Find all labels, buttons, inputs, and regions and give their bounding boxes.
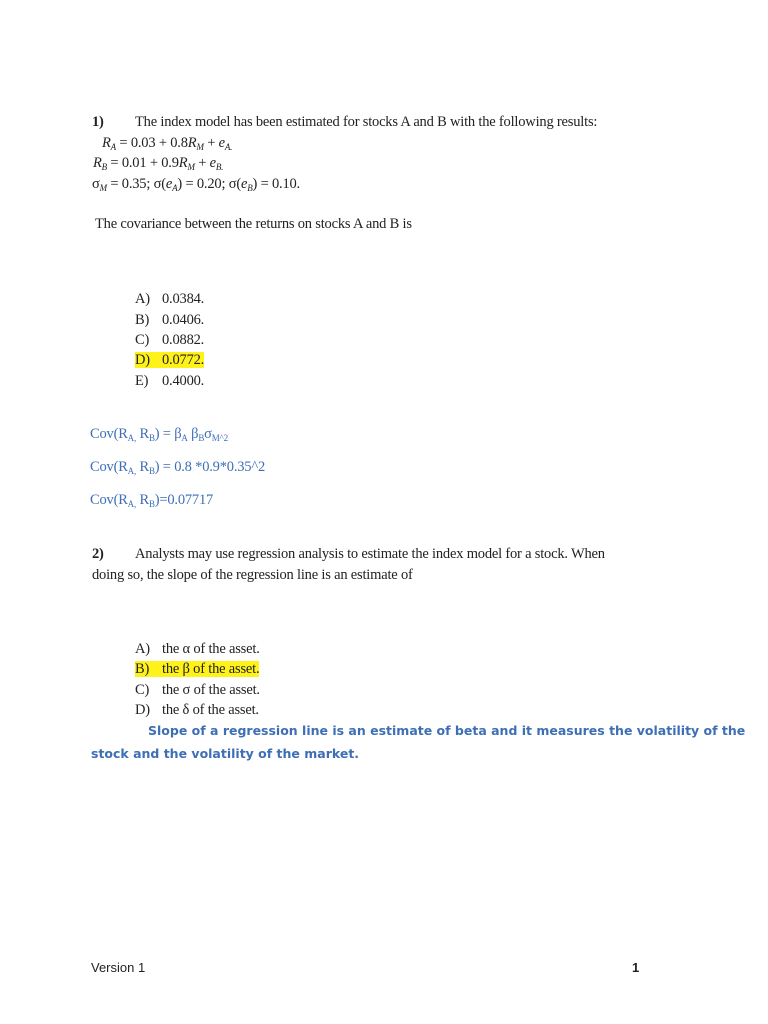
question-2-stem-line1: Analysts may use regression analysis to estimate the index model for a stock. When bbox=[135, 546, 605, 562]
question-1-number: 1) bbox=[92, 114, 104, 130]
footer-page-number: 1 bbox=[632, 960, 640, 975]
q1-option-c: C) 0.0882. bbox=[135, 332, 205, 348]
q1-option-d-correct: D) 0.0772. bbox=[135, 352, 205, 368]
q1-work-result: $Cov(R_{A,}$ $R_B)=0.07717$ bbox=[90, 492, 214, 509]
equation-b: $R_B = 0.01 + 0.9R_M + e_{B.}$ bbox=[93, 155, 224, 172]
q2-option-a: A) the α of the asset. bbox=[135, 641, 260, 657]
q1-work-formula: $Cov(R_{A,}$ $R_B) = \beta_A$ $\beta_B\sigma_{M\^{}2}$ bbox=[90, 426, 228, 443]
q1-option-e: E) 0.4000. bbox=[135, 373, 205, 389]
sigma-values: $\sigma_M = 0.35$; $\sigma(e_A) = 0.20$; $\sigma(e_B) = 0.10$. bbox=[92, 176, 300, 193]
footer-version: Version 1 bbox=[91, 960, 146, 975]
q2-explanation-line1: Slope of a regression line is an estimate of beta and it measures the volatility of the bbox=[148, 723, 746, 738]
q2-option-d: D) the δ of the asset. bbox=[135, 702, 259, 718]
q2-explanation-line2: stock and the volatility of the market. bbox=[91, 746, 360, 761]
q1-work-substitution: $Cov(R_{A,}$ $R_B) = 0.8$ *0.9*0.35^2 bbox=[90, 459, 266, 476]
q2-option-b-correct: B) the β of the asset. bbox=[135, 661, 260, 677]
q1-option-a: A) 0.0384. bbox=[135, 291, 205, 307]
question-2-stem-line2: doing so, the slope of the regression line is an estimate of bbox=[92, 567, 413, 583]
q1-option-b: B) 0.0406. bbox=[135, 312, 205, 328]
q2-option-c: C) the σ of the asset. bbox=[135, 682, 260, 698]
question-2-number: 2) bbox=[92, 546, 104, 562]
question-1-stem: The index model has been estimated for stocks A and B with the following results: bbox=[135, 114, 598, 130]
question-1-prompt: The covariance between the returns on stocks A and B is bbox=[95, 216, 412, 232]
equation-a: $R_A = 0.03 + 0.8R_M + e_{A.}$ bbox=[102, 135, 233, 152]
